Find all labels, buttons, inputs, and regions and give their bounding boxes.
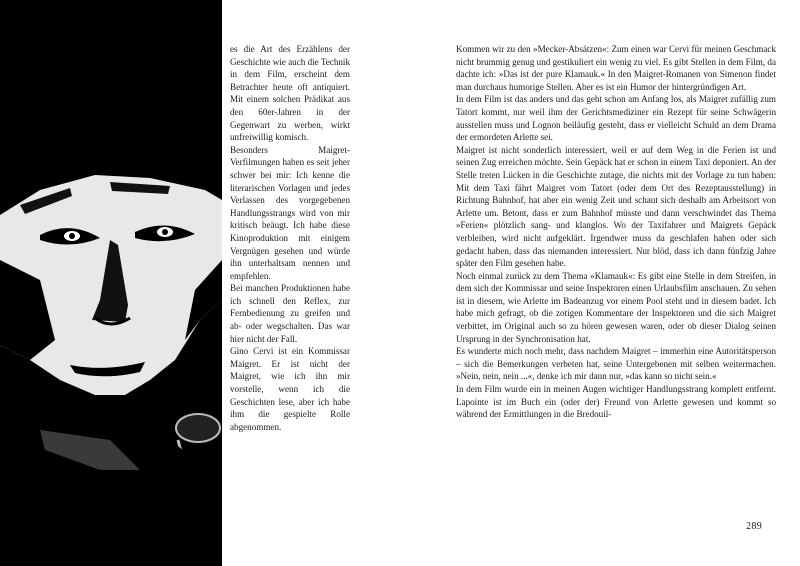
right-paragraph: Maigret ist nicht sonderlich interessiert, weil er auf dem Weg in die Ferien ist und seinen Zug erreichen möchte. Sein Gepäck hat er schon in einem Taxi deponiert. An der Stelle treten Lücken in die Geschichte zutage, die nichts mit der Vorlage zu tun haben: Mit dem Taxi fährt Maigret vom Tatort (oder dem Ort des Rezeptausstellung) in Richtung Bahnhof, hat aber ein wenig Zeit und schaut sich deshalb am Arbeitsort von Arlette um. Betont, dass er zum Bahnhof müsste und dann verschwindet das Thema »Ferien« plötzlich sang- und klanglos. Wo der Taxifahrer und Maigrets Gepäck verbleiben, wird nicht aufgeklärt. Irgendwer muss da geschlafen haben oder sich gedacht haben, dass das niemanden interessiert. Nur blöd, dass ich dann fünfzig Jahre später den Film gesehen habe. <box>456 144 776 269</box>
left-text-column <box>230 43 350 433</box>
left-paragraph: es die Art des Erzählens der Geschichte wie auch die Technik in dem Film, erscheint dem Betrachter heute oft antiquiert. Mit einem solchen Prädikat aus den 60er-Jahren in der Gegenwart zu werben, wirkt unfreiwillig komisch. <box>230 44 350 143</box>
portrait-illustration <box>0 0 222 566</box>
right-paragraph: Kommen wir zu den »Mecker-Absätzen«: Zum einen war Cervi für meinen Geschmack nicht brummig genug und gestikuliert ein wenig zu viel. Es gibt Stellen in dem Film, da dachte ich: »Das ist der pure Klamauk.« In den Maigret-Romanen von Simenon findet man durchaus humorige Stellen. Aber es ist ein Humor der hintergründigen Art. <box>456 44 776 92</box>
right-text-column <box>456 43 776 421</box>
right-paragraph: In dem Film ist das anders und das geht schon am Anfang los, als Maigret zufällig zum Tatort kommt, nur weil ihm der Gerichtsmediziner ein Rezept für seine Schwägerin ausstellen muss und Lognon beiläufig gesteht, dass er vielleicht Schuld an dem Drama der ermordeten Arlette sei. <box>456 94 776 143</box>
right-paragraph: Noch einmal zurück zu dem Thema »Klamauk«: Es gibt eine Stelle in dem Streifen, in dem sich der Kommissar und seine Inspektoren einen Urlaubsfilm anschauen. Zu sehen ist in diesem, wie Arlette im Badeanzug vor einem Pool steht und in diesem badet. Ich habe mich gefragt, ob die zotigen Kommentare der Inspektoren und die sich Maigret verbittet, im Original auch so zu hören gewesen waren, oder ob dieser Dialog seinen Ursprung in der Synchronisation hat. <box>456 270 776 344</box>
left-paragraph: Bei manchen Produktionen habe ich schnell den Reflex, zur Fernbedienung zu greifen und ab- oder wegschalten. Das war hier nicht der Fall. <box>230 283 350 344</box>
left-paragraph: Besonders Maigret-Verfilmungen haben es seit jeher schwer bei mir: Ich kenne die literarischen Vorlagen und jedes Verlassen des vorgegebenen Handlungsstrangs wird von mir kritisch beäugt. Ich habe diese Kinoproduktion mit einigem Vergnügen gesehen und würde ihn unterhaltsam nennen und empfehlen. <box>230 144 350 281</box>
right-page <box>400 0 800 566</box>
page-number: 289 <box>746 521 762 532</box>
right-paragraph: In dem Film wurde ein in meinen Augen wichtiger Handlungsstrang komplett entfernt. Lapointe ist im Buch ein (oder der) Freund von Arlette gewesen und kommt so während der Ermittlungen in die Bredouil- <box>456 384 776 420</box>
left-paragraph: Gino Cervi ist ein Kommissar Maigret. Er ist nicht der Maigret, wie ich ihn mir vorstelle, wenn ich die Geschichten lese, aber ich habe ihm die gespielte Rolle abgenommen. <box>230 346 350 432</box>
right-paragraph: Es wunderte mich noch mehr, dass nachdem Maigret – immerhin eine Autoritätsperson – sich die Bemerkungen verbeten hat, seine Untergebenen mit selben weitermachen. »Nein, nein, nein ...«, denke ich mir dann nur, »das kann so nicht sein.« <box>456 346 776 382</box>
portrait-drawing <box>0 0 222 566</box>
